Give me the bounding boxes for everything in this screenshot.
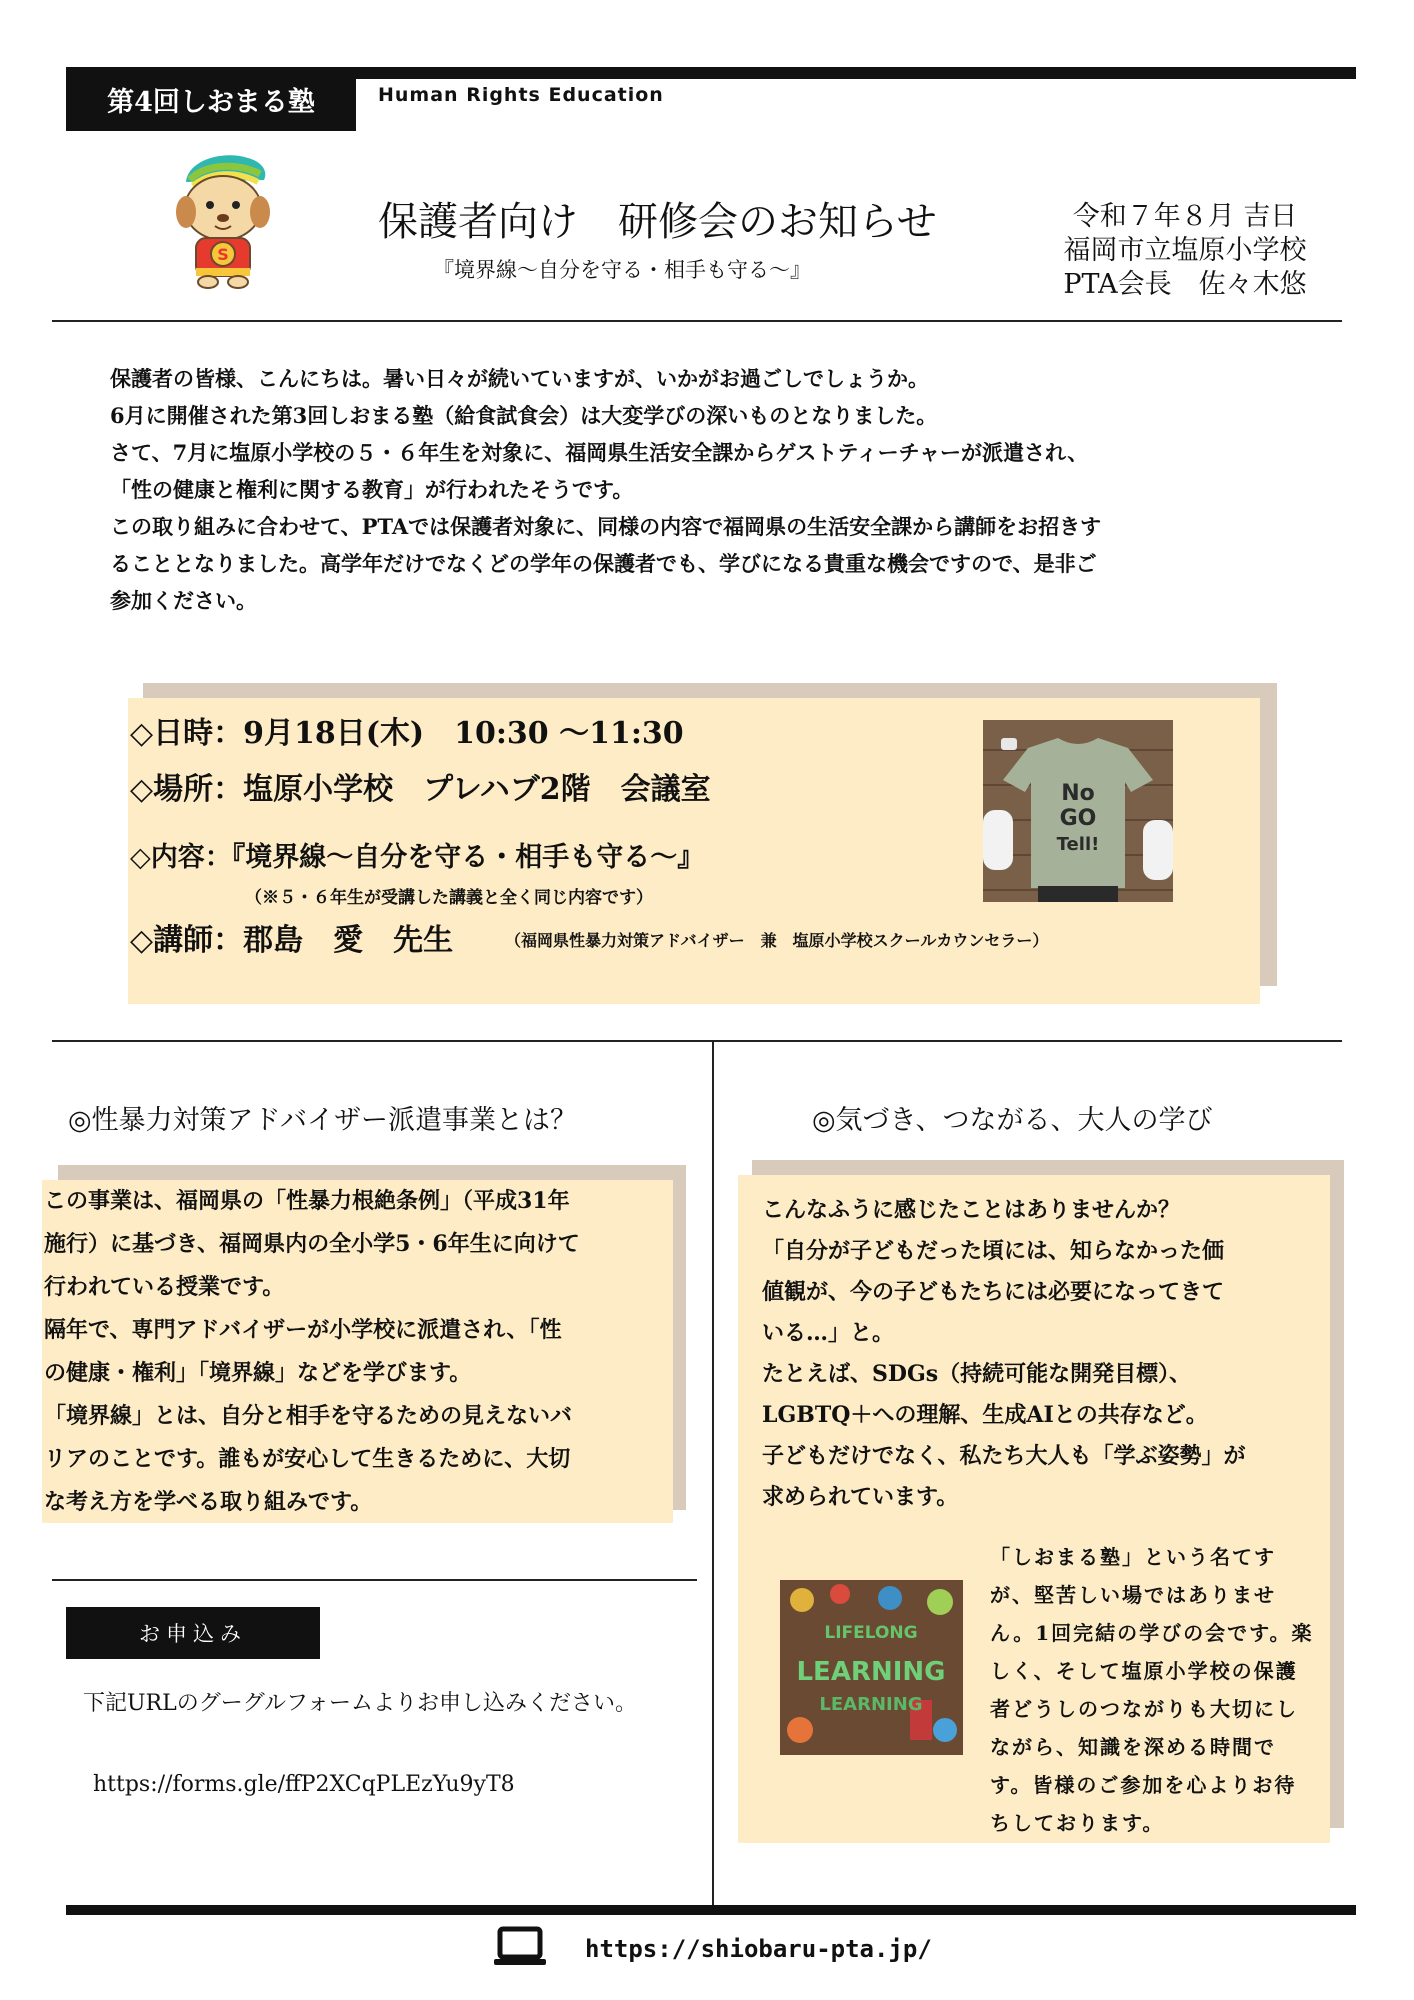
closing-line: す。皆様のご参加を心よりお待 xyxy=(990,1773,1297,1797)
closing-line: ながら、知識を深める時間で xyxy=(990,1735,1276,1759)
closing-line: が、堅苦しい場ではありませ xyxy=(990,1583,1276,1607)
column-divider xyxy=(712,1040,714,1906)
left-line: の健康・権利」「境界線」などを学びます。 xyxy=(44,1360,472,1386)
intro-line: 「性の健康と権利に関する教育」が行われたそうです。 xyxy=(110,477,634,502)
tshirt-photo xyxy=(983,720,1173,902)
mascot-image xyxy=(168,150,278,290)
right-line: こんなふうに感じたことはありませんか？ xyxy=(762,1197,1181,1223)
closing-line: ちしております。 xyxy=(990,1811,1165,1835)
intro-line: 参加ください。 xyxy=(110,588,257,613)
intro-line: 保護者の皆様、こんにちは。暑い日々が続いていますが、いかがお過ごしでしょうか。 xyxy=(110,366,929,391)
lecturer-note: （福岡県性暴力対策アドバイザー 兼 塩原小学校スクールカウンセラー） xyxy=(505,931,1049,950)
tagline: Human Rights Education xyxy=(378,84,664,106)
right-text xyxy=(762,1190,1322,1518)
closing-line: 「しおまる塾」という名てす xyxy=(990,1545,1276,1569)
intro-line: この取り組みに合わせて、PTAでは保護者対象に、同様の内容で福岡県の生活安全課から講師をお招きす xyxy=(110,514,1102,539)
header-divider xyxy=(52,320,1342,322)
image-text: LEARNING xyxy=(796,1657,946,1687)
image-text: LIFELONG xyxy=(824,1623,918,1643)
right-line: 「自分が子どもだった頃には、知らなかった価 xyxy=(762,1238,1225,1264)
event-content: ◇内容：『境界線～自分を守る・相手も守る～』 xyxy=(130,842,705,873)
left-line: この事業は、福岡県の「性暴力根絶条例」（平成31年 xyxy=(44,1188,570,1214)
apply-label: お申込み xyxy=(66,1607,320,1659)
closing-line: 者どうしのつながりも大切にし xyxy=(990,1697,1298,1721)
right-line: LGBTQ＋への理解、生成AIとの共存など。 xyxy=(762,1402,1208,1428)
closing-text xyxy=(990,1538,1320,1842)
apply-text: 下記URLのグーグルフォームよりお申し込みください。 xyxy=(83,1691,637,1716)
shirt-text: GO xyxy=(1059,806,1097,831)
sender-name: PTA会長 佐々木悠 xyxy=(1063,269,1307,300)
left-line: 行われている授業です。 xyxy=(44,1274,285,1300)
event-place: ◇場所：塩原小学校 プレハブ2階 会議室 xyxy=(130,772,711,807)
website-link[interactable]: https://shiobaru-pta.jp/ xyxy=(585,1935,932,1963)
right-line: 子どもだけでなく、私たち大人も「学ぶ姿勢」が xyxy=(762,1443,1246,1469)
apply-divider xyxy=(52,1579,697,1581)
footer-bar xyxy=(66,1905,1356,1915)
left-heading: ◎性暴力対策アドバイザー派遣事業とは？ xyxy=(68,1105,578,1136)
shirt-text: Tell! xyxy=(1056,834,1100,855)
sender-block xyxy=(1040,200,1330,302)
event-badge: 第4回しおまる塾 xyxy=(66,67,356,131)
left-text xyxy=(44,1180,674,1524)
svg-text:S: S xyxy=(217,245,229,264)
right-line: 値観が、今の子どもたちには必要になってきて xyxy=(762,1279,1225,1305)
event-lecturer: ◇講師：郡島 愛 先生 xyxy=(130,923,454,958)
lifelong-learning-image xyxy=(780,1580,963,1755)
event-datetime: ◇日時：9月18日(木) 10:30 ～11:30 xyxy=(130,716,684,751)
section-divider xyxy=(52,1040,1342,1042)
intro-line: ることとなりました。高学年だけでなくどの学年の保護者でも、学びになる貴重な機会ですので、是非ご xyxy=(110,551,1097,576)
left-line: 施行）に基づき、福岡県内の全小学5・6年生に向けて xyxy=(44,1231,580,1257)
left-line: 隔年で、専門アドバイザーが小学校に派遣され、「性 xyxy=(44,1317,562,1343)
image-text: LEARNING xyxy=(819,1694,923,1715)
right-line: いる…」と。 xyxy=(762,1320,895,1346)
apply-url-link[interactable]: https://forms.gle/ffP2XCqPLEzYu9yT8 xyxy=(93,1772,515,1797)
page-title: 保護者向け 研修会のお知らせ xyxy=(378,199,937,245)
school-name: 福岡市立塩原小学校 xyxy=(1063,235,1307,266)
closing-line: しく、そして塩原小学校の保護 xyxy=(990,1659,1298,1683)
issue-date: 令和７年８月 吉日 xyxy=(1072,201,1298,232)
laptop-icon xyxy=(492,1925,548,1969)
right-line: 求められています。 xyxy=(762,1484,959,1510)
intro-line: さて、7月に塩原小学校の５・６年生を対象に、福岡県生活安全課からゲストティーチャーが派遣され、 xyxy=(110,440,1089,465)
shirt-text: No xyxy=(1061,781,1095,806)
left-line: 「境界線」とは、自分と相手を守るための見えないバ xyxy=(44,1403,573,1429)
content-note: （※５・６年生が受講した講義と全く同じ内容です） xyxy=(245,888,653,908)
left-line: な考え方を学べる取り組みです。 xyxy=(44,1489,373,1515)
intro-line: 6月に開催された第3回しおまる塾（給食試食会）は大変学びの深いものとなりました。 xyxy=(110,403,938,428)
right-line: たとえば、SDGs（持続可能な開発目標）、 xyxy=(762,1361,1192,1387)
closing-line: ん。1回完結の学びの会です。楽 xyxy=(990,1621,1314,1645)
right-heading: ◎気づき、つながる、大人の学び xyxy=(812,1105,1213,1136)
intro-text xyxy=(110,360,1330,619)
left-line: リアのことです。誰もが安心して生きるために、大切 xyxy=(44,1446,571,1472)
page-subtitle: 『境界線～自分を守る・相手も守る～』 xyxy=(433,258,811,282)
